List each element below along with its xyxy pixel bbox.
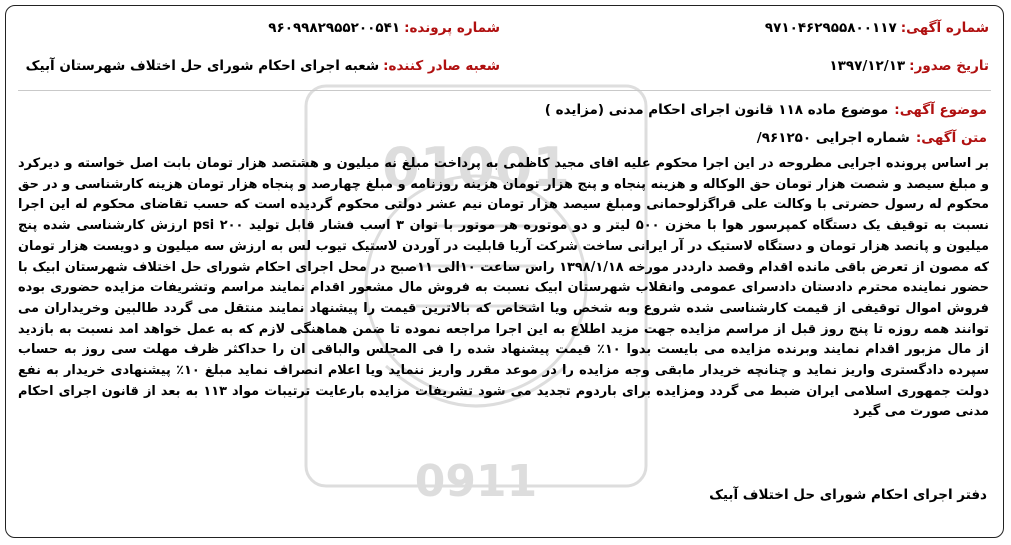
svg-text:01001: 01001 — [382, 136, 570, 199]
case-number-value: ۹۶۰۹۹۸۲۹۵۵۲۰۰۵۴۱ — [268, 20, 401, 36]
header-divider — [18, 90, 991, 91]
ad-text-value: شماره اجرایی ۹۶۱۲۵۰/ — [756, 130, 910, 146]
subject-value: موضوع ماده ۱۱۸ قانون اجرای احکام مدنی (مزایده ) — [544, 102, 889, 118]
header-row-2 — [20, 58, 989, 74]
ad-number-value: ۹۷۱۰۴۶۲۹۵۵۸۰۰۱۱۷ — [764, 20, 897, 36]
issuing-branch-label: شعبه صادر کننده: — [383, 58, 500, 74]
case-number — [20, 20, 500, 36]
case-number-label: شماره پرونده: — [404, 20, 500, 36]
svg-text:0911: 0911 — [414, 456, 538, 507]
issuing-branch — [20, 58, 500, 74]
subject-line — [545, 102, 987, 118]
subject-label: موضوع آگهی: — [894, 102, 987, 118]
ad-number — [519, 20, 989, 36]
issuing-branch-value: شعبه اجرای احکام شورای حل اختلاف شهرستان آبیک — [25, 58, 380, 74]
notice-card — [5, 5, 1004, 538]
notice-body: بر اساس پرونده اجرایی مطروحه در این اجرا محکوم علیه اقای مجید کاظمی به پرداخت مبلغ نه میلیون و هشتصد هزار تومان بابت اصل خواسته و دیرکرد و مبلغ سیصد و شصت هزار تومان حق الوکاله و هزینه پنجاه و پنج هزار تومان هزینه روزنامه و مبلغ چهارصد و پنجاه هزار تومان هزینه کارشناسی و در حق محکوم له رسول حضرتی با وکالت علی قراگزلوحمانی ومبلغ سیصد هزار تومان نیم عشر دولتی محکوم گردیده است که حسب تقاضای محکوم له این اجرا نسبت به توقیف یک دستگاه کمپرسور هوا با مخزن ۵۰۰ لیتر و دو موتوره هر موتور با توان ۳ اسب فشار قابل تولید ۲۰۰ psi ارزش کارشناسی شده پنج میلیون و پانصد هزار تومان و دستگاه لاستیک در آر ایرانی ساخت شرکت آریا قابلیت در آوردن لاستیک تیوب لس به ارزش سه میلیون و دویست هزار تومان که مصون از تعرض باقی مانده اقدام وقصد دارددر مورخه ۱۳۹۸/۱/۱۸ راس ساعت ۱۰الی ۱۱صبح در محل اجرای احکام شورای حل اختلاف شهرستان ابیک با حضور نماینده محترم دادستان دادسرای عمومی وانقلاب شهرستان ابیک نسبت به فروش مال مشعور اقدام نمایند مراسم وتشریفات مزایده حضوری بوده فروش اموال توقیفی از قیمت کارشناسی شده شروع وبه شخص ویا اشخاص که بالاترین قیمت را پیشنهاد نمایند منتقل می گردد طالبین وخریداران می توانند همه روزه تا پنج روز قبل از مراسم مزایده جهت مزید اطلاع به این اجرا مراجعه نموده تا ضمن هماهنگی لازم که به عمل خواهد امد نسبت به بازدید از مال مزبور اقدام نمایند وبرنده مزایده می بایست بدوا ۱۰٪ قیمت پیشنهاد شده را فی المجلس والباقی ان را حداکثر ظرف مهلت سی روز به حساب سپرده دادگستری واریز نماید و چنانچه خریدار مابقی وجه مزایده را در موعد مقرر واریز ننماید ویا اعلام انصراف نماید مبلغ ۱۰٪ پیشنهادی خریدار به نفع دولت جمهوری اسلامی ایران ضبط می گردد ومزایده برای باردوم تجدید می شود تشریفات مزایده بارعایت ترتیبات مواد ۱۱۳ به بعد از قانون اجرای احکام مدنی صورت می گیرد — [18, 156, 989, 420]
ad-text-label: متن آگهی: — [915, 130, 987, 146]
header-row-1 — [20, 20, 989, 36]
issue-date-label: تاریخ صدور: — [909, 58, 989, 74]
issue-date-value: ۱۳۹۷/۱۲/۱۳ — [829, 58, 906, 74]
ad-number-label: شماره آگهی: — [900, 20, 989, 36]
ad-text-line — [757, 130, 987, 146]
issue-date — [519, 58, 989, 74]
notice-footer: دفتر اجرای احکام شورای حل اختلاف آبیک — [709, 487, 987, 503]
